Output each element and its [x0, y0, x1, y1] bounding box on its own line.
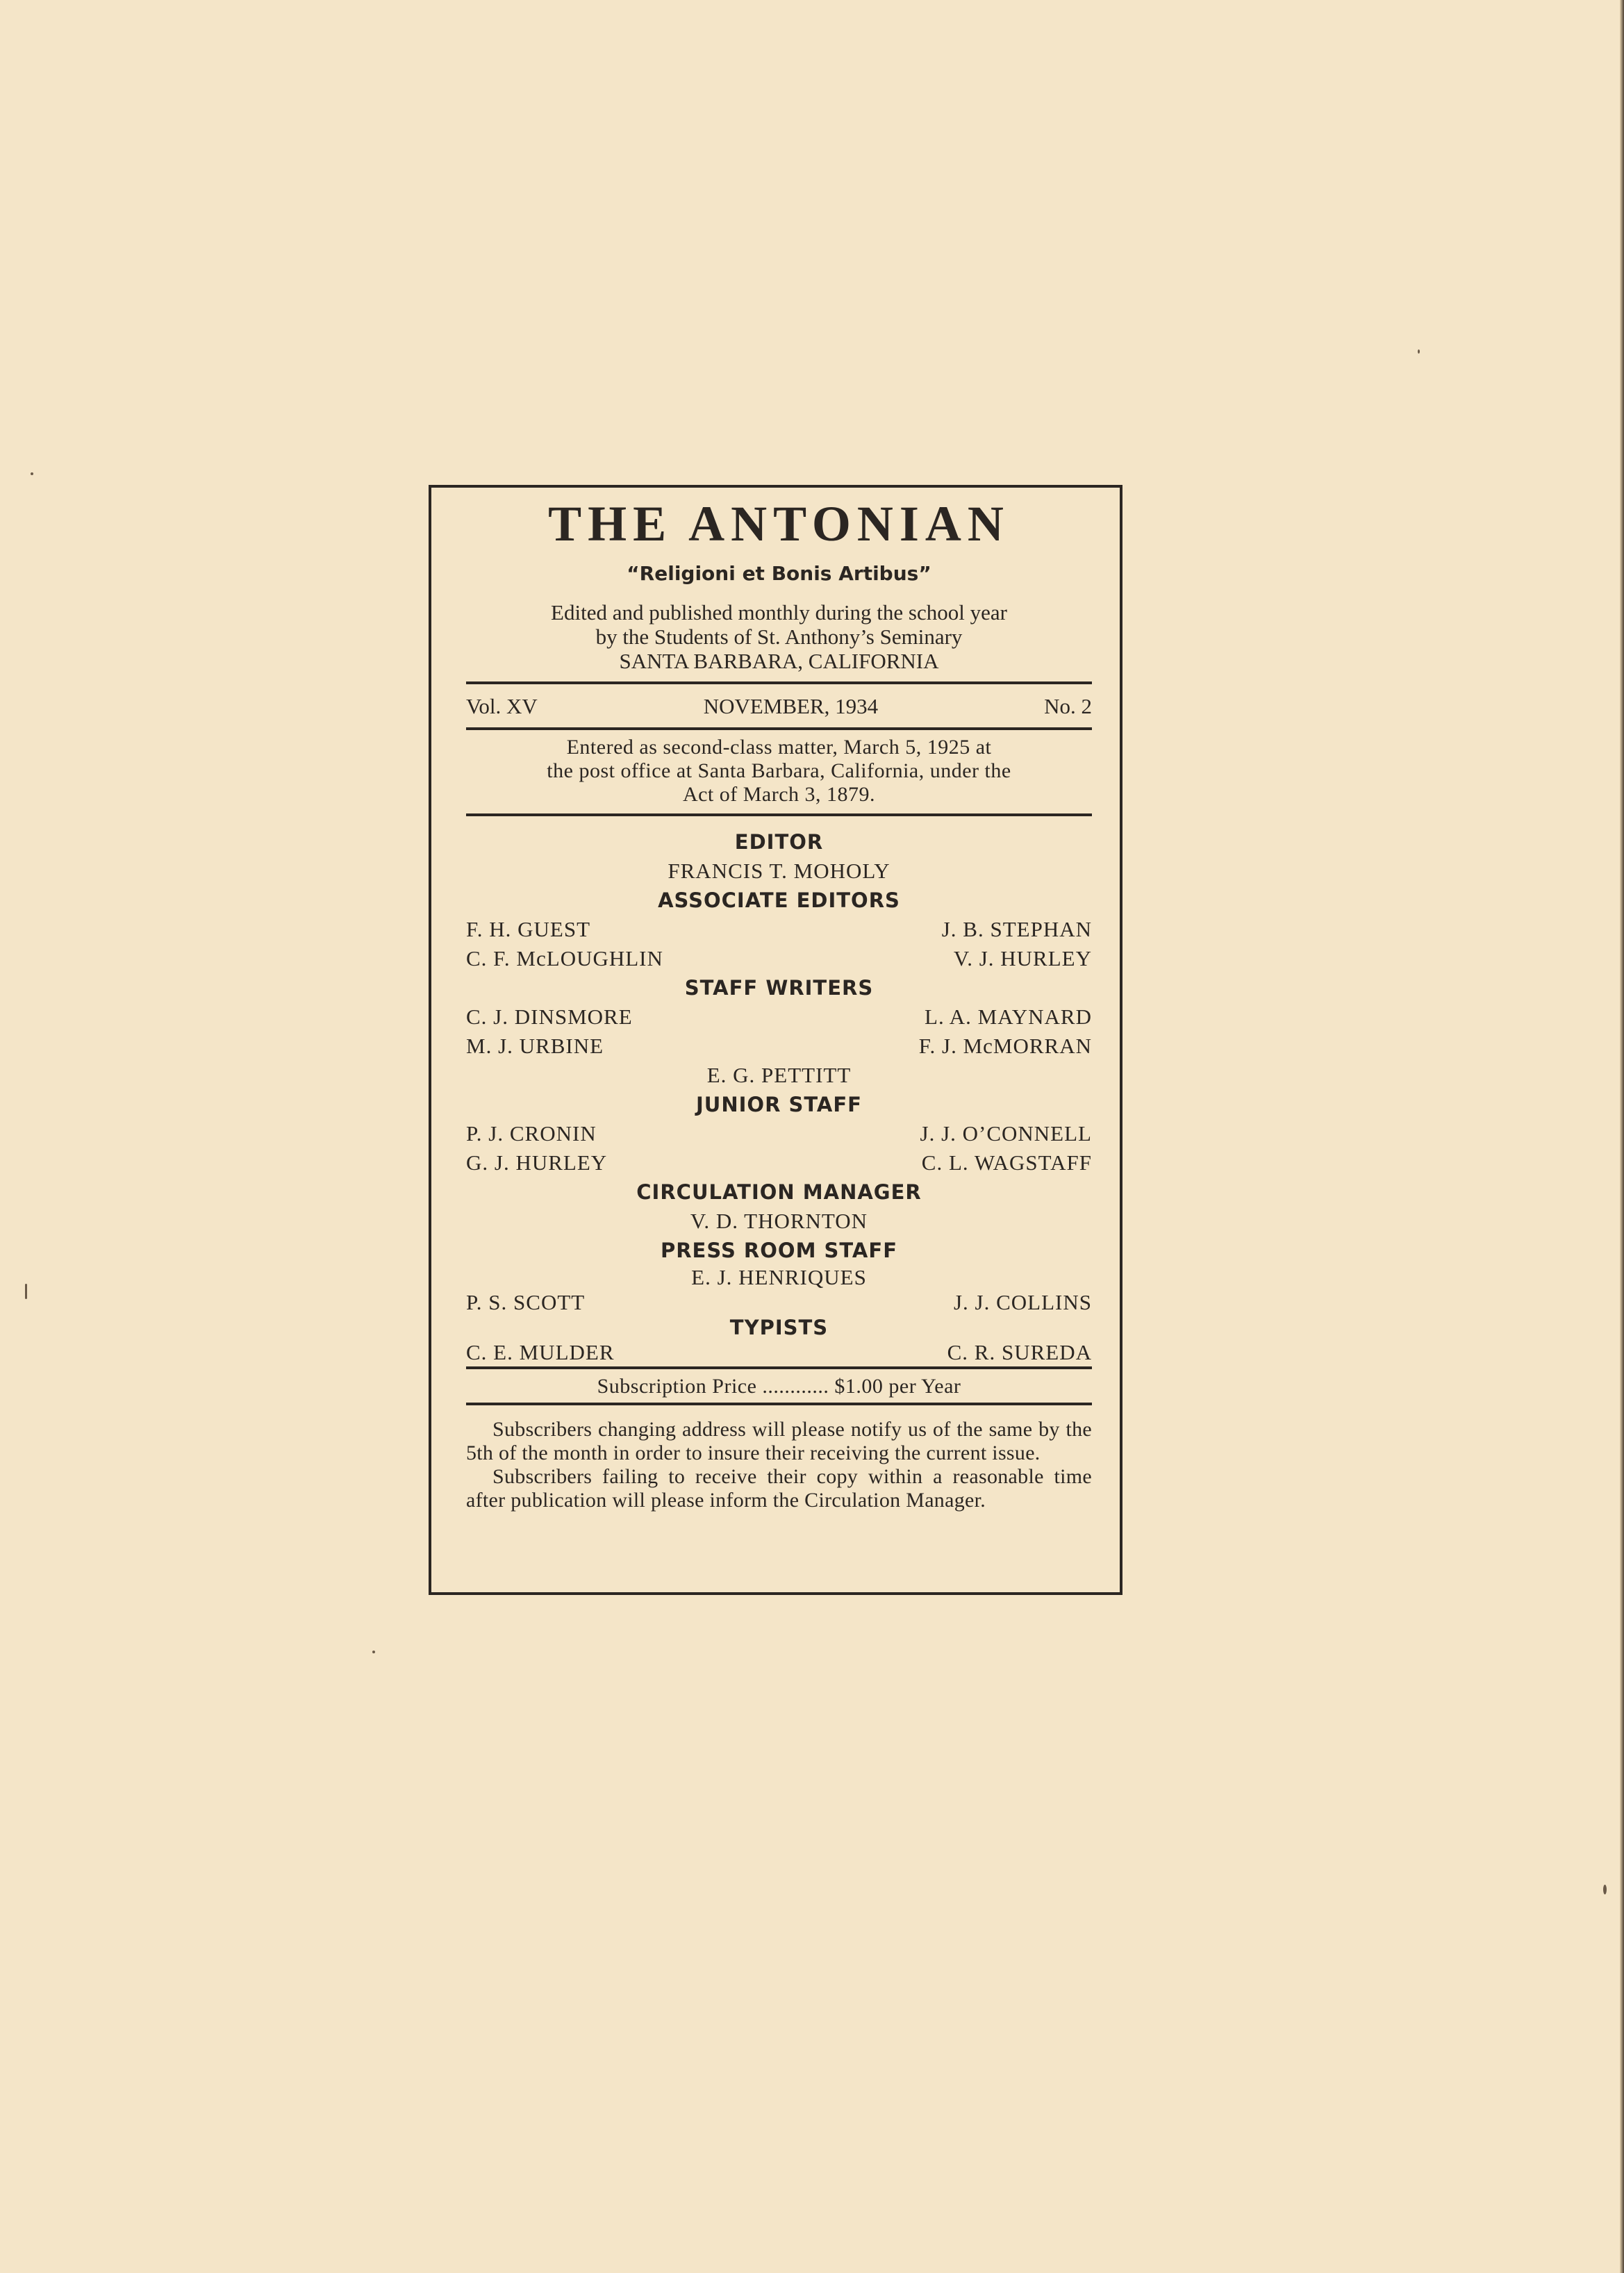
section-heading-circulation-manager: CIRCULATION MANAGER: [636, 1180, 922, 1204]
staff-name-row: [466, 1290, 1092, 1315]
entry-line: Entered as second-class matter, March 5, 1925 at: [566, 736, 992, 759]
staff-name: F. J. McMORRAN: [918, 1034, 1092, 1058]
page-edge-shadow: [1620, 0, 1624, 2273]
description-line: by the Students of St. Anthony’s Seminary: [595, 625, 963, 649]
staff-name: C. F. McLOUGHLIN: [466, 946, 663, 970]
circulation-manager-name: V. D. THORNTON: [690, 1209, 868, 1233]
paper-speck: [372, 1651, 375, 1653]
subscription-price: Subscription Price ............ $1.00 per Year: [597, 1375, 961, 1398]
staff-name: J. B. STEPHAN: [941, 917, 1092, 941]
notice-paragraph: Subscribers failing to receive their copy within a reasonable time after publication will please inform the Circulation Manager.: [466, 1465, 1092, 1512]
notice-paragraph: Subscribers changing address will please notify us of the same by the 5th of the month in order to insure their receiving the current issue.: [466, 1418, 1092, 1464]
staff-name: L. A. MAYNARD: [925, 1005, 1092, 1029]
section-heading-press-room-staff: PRESS ROOM STAFF: [660, 1239, 898, 1262]
staff-name: G. J. HURLEY: [466, 1150, 608, 1175]
masthead-box: [429, 485, 1122, 1595]
staff-name-row: [466, 1002, 1092, 1032]
section-heading-staff-writers: STAFF WRITERS: [684, 976, 874, 1000]
staff-name-row: [466, 1119, 1092, 1148]
section-heading-junior-staff: JUNIOR STAFF: [696, 1093, 862, 1116]
staff-name: C. R. SUREDA: [947, 1340, 1092, 1364]
staff-name-row: [466, 915, 1092, 944]
staff-name-row: [466, 944, 1092, 973]
staff-name: P. S. SCOTT: [466, 1290, 586, 1314]
paper-speck: [25, 1284, 27, 1299]
section-heading-associate-editors: ASSOCIATE EDITORS: [658, 888, 900, 912]
staff-listing: [466, 827, 1092, 1365]
staff-name-row: [466, 1340, 1092, 1365]
entry-line: the post office at Santa Barbara, California, under the: [547, 759, 1011, 782]
staff-name: C. L. WAGSTAFF: [921, 1150, 1092, 1175]
divider: [466, 813, 1092, 816]
staff-name-row: [466, 1148, 1092, 1177]
staff-name: C. J. DINSMORE: [466, 1005, 633, 1029]
staff-name: C. E. MULDER: [466, 1340, 615, 1364]
description-line: SANTA BARBARA, CALIFORNIA: [619, 649, 939, 673]
staff-name: J. J. O’CONNELL: [920, 1121, 1092, 1146]
masthead-content: [466, 488, 1092, 1512]
paper-speck: [31, 472, 33, 475]
section-heading-editor: EDITOR: [734, 830, 824, 854]
staff-name: P. J. CRONIN: [466, 1121, 597, 1146]
staff-name: M. J. URBINE: [466, 1034, 604, 1058]
staff-name: E. G. PETTITT: [706, 1063, 852, 1087]
issue-date: NOVEMBER, 1934: [703, 694, 879, 718]
staff-name: E. J. HENRIQUES: [691, 1265, 867, 1289]
paper-speck: [1603, 1885, 1607, 1894]
staff-name: V. J. HURLEY: [953, 946, 1092, 970]
publication-description: [466, 600, 1092, 673]
section-heading-typists: TYPISTS: [729, 1316, 829, 1339]
volume-label: Vol. XV: [466, 694, 538, 718]
paper-speck: [1418, 349, 1420, 354]
subscriber-notices: [466, 1405, 1092, 1512]
publication-motto: “Religioni et Bonis Artibus”: [627, 562, 931, 585]
entry-line: Act of March 3, 1879.: [682, 783, 876, 806]
editor-name: FRANCIS T. MOHOLY: [668, 859, 890, 883]
staff-name-row: [466, 1032, 1092, 1061]
issue-number: No. 2: [1044, 694, 1092, 718]
issue-info-row: [466, 684, 1092, 727]
publication-title: THE ANTONIAN: [548, 496, 1010, 552]
postal-entry-notice: [466, 730, 1092, 813]
description-line: Edited and published monthly during the school year: [551, 600, 1007, 625]
staff-name: J. J. COLLINS: [953, 1290, 1092, 1314]
staff-name: F. H. GUEST: [466, 917, 591, 941]
